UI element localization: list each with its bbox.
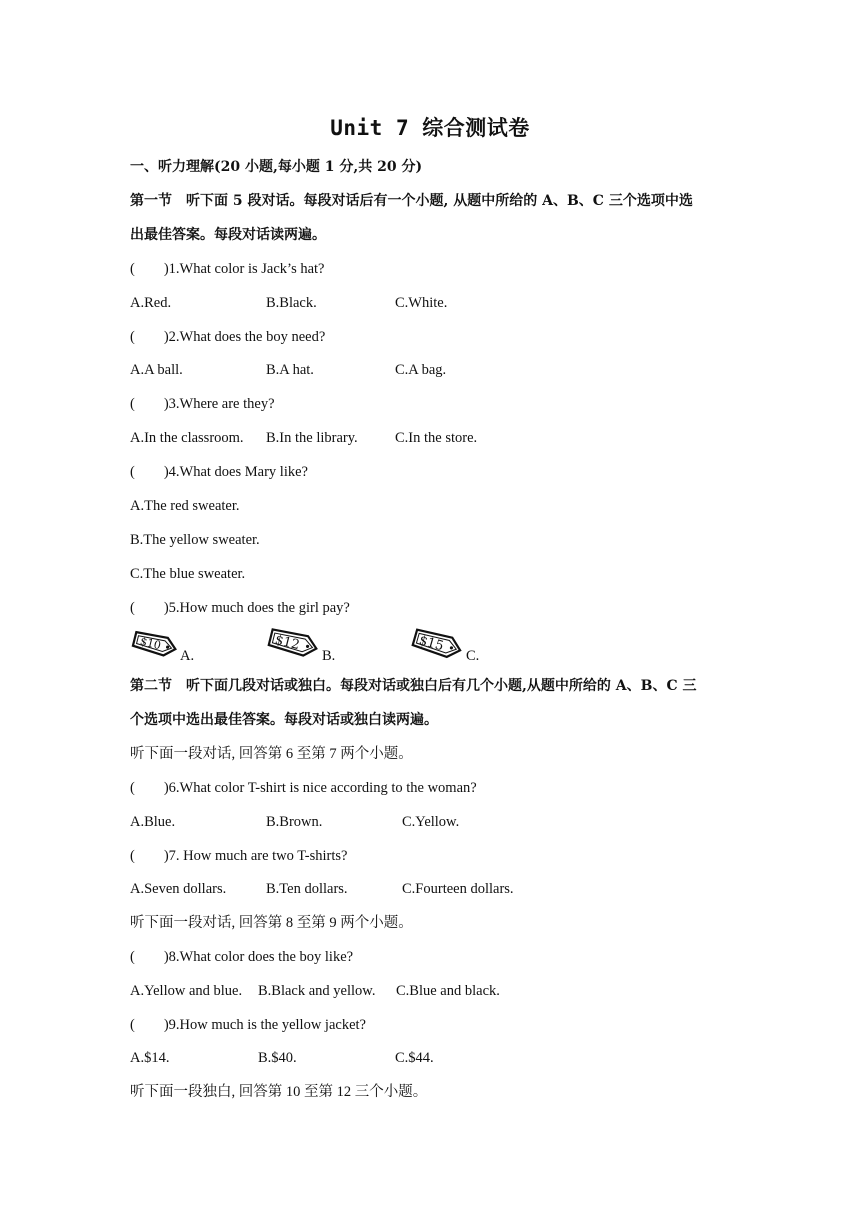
section-heading: 一、听力理解(20 小题,每小题 1 分,共 20 分): [130, 159, 423, 175]
price-tag-b-label: $12: [273, 632, 302, 654]
part2-instructions-line1: 第二节 听下面几段对话或独白。每段对话或独白后有几个小题,从题中所给的 A、B、C 三: [130, 678, 697, 694]
q4-option-b: B.The yellow sweater.: [130, 532, 260, 548]
q2-option-a: A.A ball.: [130, 362, 183, 378]
q5-option-c: C.: [466, 648, 480, 664]
q8-option-c: C.Blue and black.: [396, 983, 500, 999]
question-5-stem: ( )5.How much does the girl pay?: [130, 600, 350, 616]
question-6-stem: ( )6.What color T-shirt is nice according to the woman?: [130, 780, 477, 796]
intro-questions-6-7: 听下面一段对话, 回答第 6 至第 7 两个小题。: [130, 746, 413, 762]
q9-option-a: A.$14.: [130, 1050, 170, 1066]
q9-option-c: C.$44.: [395, 1050, 434, 1066]
q8-option-a: A.Yellow and blue.: [130, 983, 243, 999]
q6-option-c: C.Yellow.: [402, 814, 460, 830]
q4-option-a: A.The red sweater.: [130, 498, 240, 514]
q4-option-c: C.The blue sweater.: [130, 566, 246, 582]
part1-instructions-line2: 出最佳答案。每段对话读两遍。: [130, 227, 326, 243]
price-tag-10-icon: [130, 627, 180, 661]
q1-option-a: A.Red.: [130, 295, 172, 311]
question-9-stem: ( )9.How much is the yellow jacket?: [130, 1017, 366, 1033]
question-7-stem: ( )7. How much are two T-shirts?: [130, 848, 348, 864]
q6-option-b: B.Brown.: [266, 814, 323, 830]
q3-option-c: C.In the store.: [395, 430, 478, 446]
q2-option-b: B.A hat.: [266, 362, 314, 378]
question-4-stem: ( )4.What does Mary like?: [130, 464, 308, 480]
q8-option-b: B.Black and yellow.: [258, 983, 376, 999]
part1-instructions-line1: 第一节 听下面 5 段对话。每段对话后有一个小题, 从题中所给的 A、B、C 三个选项中选: [130, 193, 693, 209]
price-tag-a-label: $10: [138, 634, 163, 653]
q3-option-b: B.In the library.: [266, 430, 358, 446]
price-tag-12-icon: [266, 625, 322, 661]
page-title: Unit 7 综合测试卷: [330, 116, 530, 140]
q5-option-b: B.: [322, 648, 336, 664]
q7-option-c: C.Fourteen dollars.: [402, 881, 514, 897]
q7-option-b: B.Ten dollars.: [266, 881, 348, 897]
q5-option-a: A.: [180, 648, 195, 664]
question-2-stem: ( )2.What does the boy need?: [130, 329, 326, 345]
intro-questions-8-9: 听下面一段对话, 回答第 8 至第 9 两个小题。: [130, 915, 413, 931]
price-tag-15-icon: [410, 625, 466, 663]
price-tag-c-label: $15: [417, 632, 446, 655]
q9-option-b: B.$40.: [258, 1050, 297, 1066]
q6-option-a: A.Blue.: [130, 814, 176, 830]
intro-questions-10-12: 听下面一段独白, 回答第 10 至第 12 三个小题。: [130, 1084, 428, 1100]
question-1-stem: ( )1.What color is Jack’s hat?: [130, 261, 325, 277]
q2-option-c: C.A bag.: [395, 362, 447, 378]
q1-option-c: C.White.: [395, 295, 448, 311]
part2-instructions-line2: 个选项中选出最佳答案。每段对话或独白读两遍。: [130, 712, 438, 728]
q7-option-a: A.Seven dollars.: [130, 881, 227, 897]
question-8-stem: ( )8.What color does the boy like?: [130, 949, 354, 965]
question-3-stem: ( )3.Where are they?: [130, 396, 275, 412]
q1-option-b: B.Black.: [266, 295, 317, 311]
q3-option-a: A.In the classroom.: [130, 430, 244, 446]
